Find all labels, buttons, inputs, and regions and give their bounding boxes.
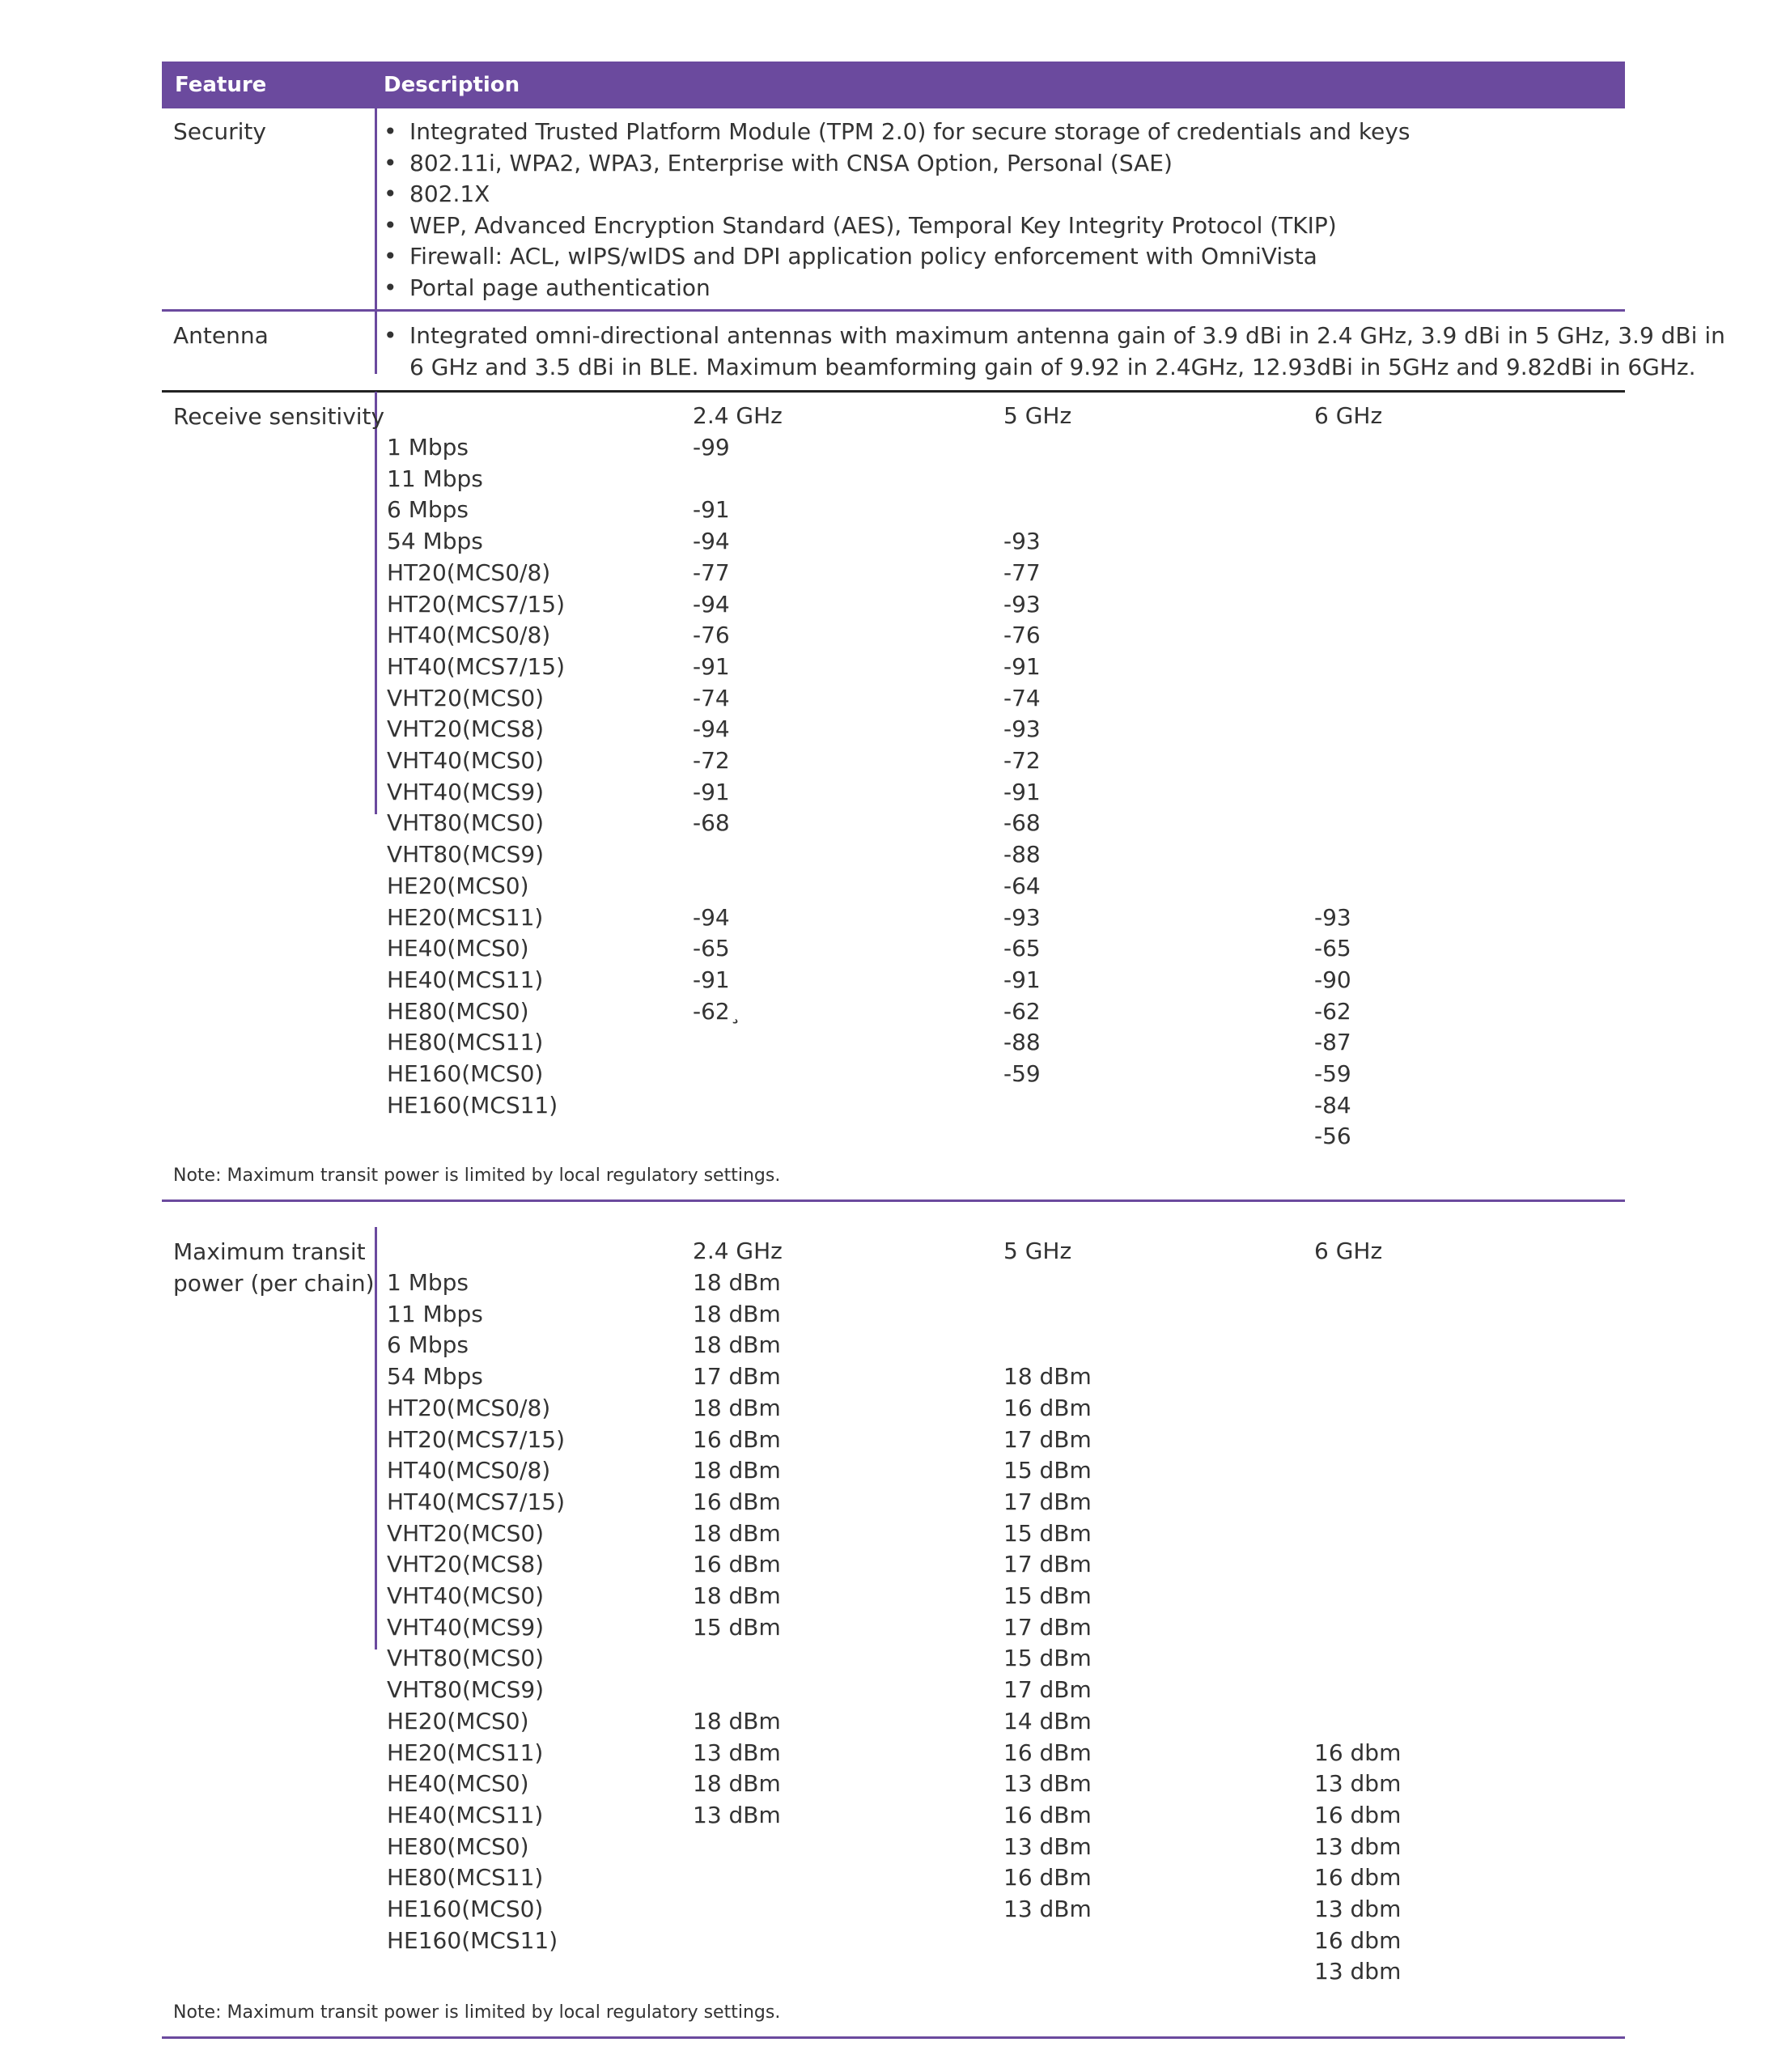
transmit-g5-cell: 15 dBm [1003, 1519, 1092, 1547]
receive-g6-cell: -84 [1314, 1091, 1351, 1119]
transmit-rates-cell: HE40(MCS0) [387, 1770, 529, 1798]
receive-g5-cell: -65 [1003, 935, 1041, 962]
transmit-rates-cell: HT40(MCS7/15) [387, 1488, 565, 1515]
transmit-g6-cell: 13 dbm [1314, 1958, 1402, 1985]
receive-sensitivity-label: Receive sensitivity [173, 403, 385, 430]
receive-rates-cell: VHT40(MCS9) [387, 778, 545, 805]
receive-g5-cell: -91 [1003, 652, 1041, 680]
transmit-rates-cell: HE80(MCS0) [387, 1832, 529, 1860]
receive-g5-cell: -74 [1003, 684, 1041, 711]
table-row [162, 807, 1625, 839]
table-row [162, 1454, 1625, 1486]
transmit-g6-cell: 16 dbm [1314, 1739, 1402, 1766]
transmit-rates-cell: HE80(MCS11) [387, 1864, 544, 1892]
row-divider [162, 309, 1625, 312]
table-row [162, 932, 1625, 964]
transmit-g5-cell: 16 dBm [1003, 1864, 1092, 1892]
receive-g5-cell: -93 [1003, 528, 1041, 555]
table-row [162, 1893, 1625, 1925]
receive-g5-cell: -62 [1003, 997, 1041, 1025]
transmit-g5-cell: 15 dBm [1003, 1457, 1092, 1484]
receive-g5-cell: -68 [1003, 809, 1041, 837]
receive-g24-cell: -91 [693, 496, 730, 524]
transmit-rates-cell: HE160(MCS0) [387, 1896, 544, 1922]
transmit-rates-cell: HE160(MCS11) [387, 1926, 558, 1954]
receive-g6-cell: -90 [1314, 966, 1351, 993]
transmit-g24-cell: 16 dBm [693, 1551, 781, 1578]
transmit-rates-cell: 11 Mbps [387, 1300, 483, 1327]
transmit-power-label-line-1: Maximum transit [173, 1238, 366, 1265]
receive-rates-cell: HE40(MCS0) [387, 935, 529, 962]
list-item: Portal page authentication [409, 274, 711, 301]
transmit-g24-cell: 13 dBm [693, 1801, 781, 1828]
table-row [162, 682, 1625, 714]
list-item: Integrated Trusted Platform Module (TPM 2.0) for secure storage of credentials and keys [409, 118, 1411, 145]
transmit-g24-cell: 18 dBm [693, 1394, 781, 1421]
receive-g5-cell: -91 [1003, 966, 1041, 993]
receive-g24-cell: -94 [693, 903, 730, 931]
table-row [162, 1120, 1625, 1152]
transmit-g6-cell: 16 dbm [1314, 1801, 1402, 1828]
transmit-rates-cell: VHT20(MCS8) [387, 1551, 545, 1578]
table-row [162, 776, 1625, 808]
transmit-g5-cell: 16 dBm [1003, 1801, 1092, 1828]
description-column-header: Description [384, 73, 520, 97]
table-row [162, 651, 1625, 682]
transmit-g5-cell: 17 dBm [1003, 1551, 1092, 1578]
table-row [162, 1026, 1625, 1058]
receive-rates-cell: HE80(MCS11) [387, 1029, 544, 1056]
transmit-g24-cell: 18 dBm [693, 1269, 781, 1296]
table-row [162, 870, 1625, 902]
table-row [162, 619, 1625, 651]
receive-g5-cell: -88 [1003, 1029, 1041, 1056]
transmit-rates-cell: VHT20(MCS0) [387, 1519, 545, 1547]
receive-rates-cell: HE160(MCS0) [387, 1060, 544, 1087]
table-row [162, 745, 1625, 776]
table-row [162, 525, 1625, 557]
antenna-line-2: 6 GHz and 3.5 dBi in BLE. Maximum beamforming gain of 9.92 in 2.4GHz, 12.93dBi in 5GHz and 9.82dBi in 6GHz. [409, 354, 1696, 380]
transmit-g24-cell: 18 dBm [693, 1331, 781, 1359]
transmit-g24-cell: 18 dBm [693, 1457, 781, 1484]
receive-g24-cell: -91 [693, 966, 730, 993]
transmit-g24-cell: 18 dBm [693, 1770, 781, 1798]
receive-g6-cell: -87 [1314, 1029, 1351, 1056]
transmit-g5-cell: 13 dBm [1003, 1770, 1092, 1798]
transmit-rates-cell: HT20(MCS7/15) [387, 1425, 565, 1453]
receive-rates-cell: HE40(MCS11) [387, 966, 544, 993]
receive-rates-cell: HT20(MCS7/15) [387, 590, 565, 618]
table-row [162, 1361, 1625, 1392]
receive-rates-cell: VHT20(MCS8) [387, 715, 545, 743]
transmit-g24-cell: 13 dBm [693, 1739, 781, 1766]
row-divider [162, 390, 1625, 393]
transmit-g24-cell: 18 dBm [693, 1300, 781, 1327]
receive-rates-cell: 1 Mbps [387, 434, 469, 461]
table-row [162, 494, 1625, 525]
transmit-rates-cell: VHT40(MCS0) [387, 1582, 545, 1609]
table-row [162, 1737, 1625, 1768]
receive-rates-cell: HE160(MCS11) [387, 1091, 558, 1119]
transmit-rates-cell: HT40(MCS0/8) [387, 1457, 551, 1484]
table-row [162, 1058, 1625, 1089]
receive-g5-cell: -93 [1003, 903, 1041, 931]
receive-g6-cell: -93 [1314, 903, 1351, 931]
transmit-g5-cell: 15 dBm [1003, 1582, 1092, 1609]
transmit-rates-cell: 6 Mbps [387, 1331, 469, 1359]
receive-g5-cell: -93 [1003, 715, 1041, 743]
transmit-note: Note: Maximum transit power is limited by local regulatory settings. [173, 2002, 781, 2023]
receive-g24-cell: -94 [693, 590, 730, 618]
transmit-rates-cell: 1 Mbps [387, 1269, 469, 1296]
receive-g24-cell: -94 [693, 715, 730, 743]
receive-g5-cell: -91 [1003, 778, 1041, 805]
table-row [162, 1862, 1625, 1893]
transmit-g6-cell: 16 dbm [1314, 1864, 1402, 1892]
receive-rates-cell: 54 Mbps [387, 528, 483, 555]
antenna-line-1: Integrated omni-directional antennas with maximum antenna gain of 3.9 dBi in 2.4 GHz, 3.9 dBi in 5 GHz, 3.9 dBi in [409, 322, 1725, 349]
transmit-g5-cell: 13 dBm [1003, 1896, 1092, 1922]
table-row [162, 431, 1625, 463]
transmit-g5-cell: 17 dBm [1003, 1676, 1092, 1704]
transmit-g24-cell: 18 dBm [693, 1707, 781, 1734]
transmit-rates-cell: VHT80(MCS9) [387, 1676, 545, 1704]
receive-rates-cell: 11 Mbps [387, 465, 483, 492]
transmit-g5-cell: 18 dBm [1003, 1363, 1092, 1391]
table-row [162, 996, 1625, 1027]
table-row [162, 839, 1625, 870]
transmit-g24-cell: 18 dBm [693, 1519, 781, 1547]
receive-g24-cell: -65 [693, 935, 730, 962]
receive-g5-cell: -59 [1003, 1060, 1041, 1087]
table-row [162, 1642, 1625, 1674]
table-row [162, 902, 1625, 933]
transmit-g5-cell: 15 dBm [1003, 1645, 1092, 1672]
table-row [162, 1925, 1625, 1956]
security-label: Security [173, 118, 266, 145]
transmit-rates-cell: 54 Mbps [387, 1363, 483, 1391]
transmit-col-6ghz: 6 GHz [1314, 1238, 1383, 1264]
receive-g6-cell: -59 [1314, 1060, 1351, 1087]
receive-rates-cell: HT40(MCS0/8) [387, 622, 551, 649]
receive-rates-cell: VHT80(MCS0) [387, 809, 545, 837]
transmit-g5-cell: 17 dBm [1003, 1613, 1092, 1641]
table-row [162, 1329, 1625, 1361]
receive-note: Note: Maximum transit power is limited by local regulatory settings. [173, 1166, 781, 1186]
table-row [162, 713, 1625, 745]
transmit-g5-cell: 17 dBm [1003, 1425, 1092, 1453]
receive-col-5ghz: 5 GHz [1003, 402, 1072, 429]
transmit-rates-cell: HE40(MCS11) [387, 1801, 544, 1828]
table-row [162, 1267, 1625, 1298]
transmit-g24-cell: 15 dBm [693, 1613, 781, 1641]
transmit-rates-cell: HE20(MCS0) [387, 1707, 529, 1734]
table-row [162, 1799, 1625, 1831]
transmit-rates-cell: HT20(MCS0/8) [387, 1394, 551, 1421]
table-row [162, 1705, 1625, 1737]
transmit-g24-cell: 18 dBm [693, 1582, 781, 1609]
transmit-rates-cell: VHT80(MCS0) [387, 1645, 545, 1672]
receive-rates-cell: HE20(MCS0) [387, 872, 529, 899]
transmit-g5-cell: 13 dBm [1003, 1832, 1092, 1860]
receive-g5-cell: -77 [1003, 558, 1041, 586]
table-row [162, 1486, 1625, 1518]
receive-g24-cell: -94 [693, 528, 730, 555]
table-row [162, 1548, 1625, 1580]
transmit-g24-cell: 16 dBm [693, 1488, 781, 1515]
column-divider [375, 108, 377, 374]
table-row [162, 1392, 1625, 1424]
receive-g24-cell: -77 [693, 558, 730, 586]
transmit-g24-cell: 16 dBm [693, 1425, 781, 1453]
transmit-g5-cell: 16 dBm [1003, 1394, 1092, 1421]
receive-g6-cell: -65 [1314, 935, 1351, 962]
transmit-g5-cell: 16 dBm [1003, 1739, 1092, 1766]
transmit-rates-cell: VHT40(MCS9) [387, 1613, 545, 1641]
receive-g5-cell: -76 [1003, 622, 1041, 649]
receive-rates-cell: VHT80(MCS9) [387, 841, 545, 868]
transmit-g6-cell: 13 dbm [1314, 1832, 1402, 1860]
transmit-col-5ghz: 5 GHz [1003, 1238, 1072, 1264]
receive-g24-cell: -72 [693, 747, 730, 774]
transmit-g5-cell: 17 dBm [1003, 1488, 1092, 1515]
table-row [162, 463, 1625, 495]
list-item: Firewall: ACL, wIPS/wIDS and DPI application policy enforcement with OmniVista [409, 243, 1317, 270]
table-row [162, 1298, 1625, 1330]
table-row [162, 1518, 1625, 1549]
transmit-g24-cell: 17 dBm [693, 1363, 781, 1391]
receive-rates-cell: HE80(MCS0) [387, 997, 529, 1025]
table-row [162, 1674, 1625, 1705]
receive-rates-cell: HE20(MCS11) [387, 903, 544, 931]
feature-column-header: Feature [175, 73, 267, 97]
transmit-rates-cell: HE20(MCS11) [387, 1739, 544, 1766]
receive-g24-cell: -91 [693, 652, 730, 680]
table-row [162, 1424, 1625, 1455]
table-row [162, 1611, 1625, 1643]
receive-g24-cell: -62¸ [693, 997, 741, 1025]
receive-rates-cell: HT40(MCS7/15) [387, 652, 565, 680]
receive-g24-cell: -68 [693, 809, 730, 837]
receive-g5-cell: -93 [1003, 590, 1041, 618]
receive-g6-cell: -56 [1314, 1123, 1351, 1150]
receive-col-2-4ghz: 2.4 GHz [693, 402, 783, 429]
transmit-g6-cell: 16 dbm [1314, 1926, 1402, 1954]
receive-rates-cell: VHT40(MCS0) [387, 747, 545, 774]
table-row [162, 1089, 1625, 1121]
transmit-col-2-4ghz: 2.4 GHz [693, 1238, 783, 1264]
table-row [162, 1768, 1625, 1799]
receive-g6-cell: -62 [1314, 997, 1351, 1025]
list-item: 802.11i, WPA2, WPA3, Enterprise with CNSA Option, Personal (SAE) [409, 149, 1173, 176]
table-header [162, 62, 1625, 108]
receive-g5-cell: -88 [1003, 841, 1041, 868]
receive-g24-cell: -74 [693, 684, 730, 711]
receive-g24-cell: -91 [693, 778, 730, 805]
receive-col-6ghz: 6 GHz [1314, 402, 1383, 429]
table-row [162, 964, 1625, 996]
receive-g5-cell: -64 [1003, 872, 1041, 899]
receive-g5-cell: -72 [1003, 747, 1041, 774]
receive-g24-cell: -99 [693, 434, 730, 461]
table-row [162, 1580, 1625, 1611]
transmit-g5-cell: 14 dBm [1003, 1707, 1092, 1734]
receive-rates-cell: 6 Mbps [387, 496, 469, 524]
row-divider [162, 2036, 1625, 2039]
table-row [162, 1955, 1625, 1987]
table-row [162, 1831, 1625, 1862]
antenna-label: Antenna [173, 322, 269, 349]
transmit-g6-cell: 13 dbm [1314, 1896, 1402, 1922]
receive-rates-cell: HT20(MCS0/8) [387, 558, 551, 586]
list-item: 802.1X [409, 180, 490, 208]
row-divider [162, 1199, 1625, 1202]
receive-g24-cell: -76 [693, 622, 730, 649]
receive-rates-cell: VHT20(MCS0) [387, 684, 545, 711]
table-row [162, 588, 1625, 620]
transmit-g6-cell: 13 dbm [1314, 1770, 1402, 1798]
list-item: WEP, Advanced Encryption Standard (AES), Temporal Key Integrity Protocol (TKIP) [409, 211, 1337, 239]
transmit-power-label-line-2: power (per chain) [173, 1270, 375, 1297]
table-row [162, 557, 1625, 588]
